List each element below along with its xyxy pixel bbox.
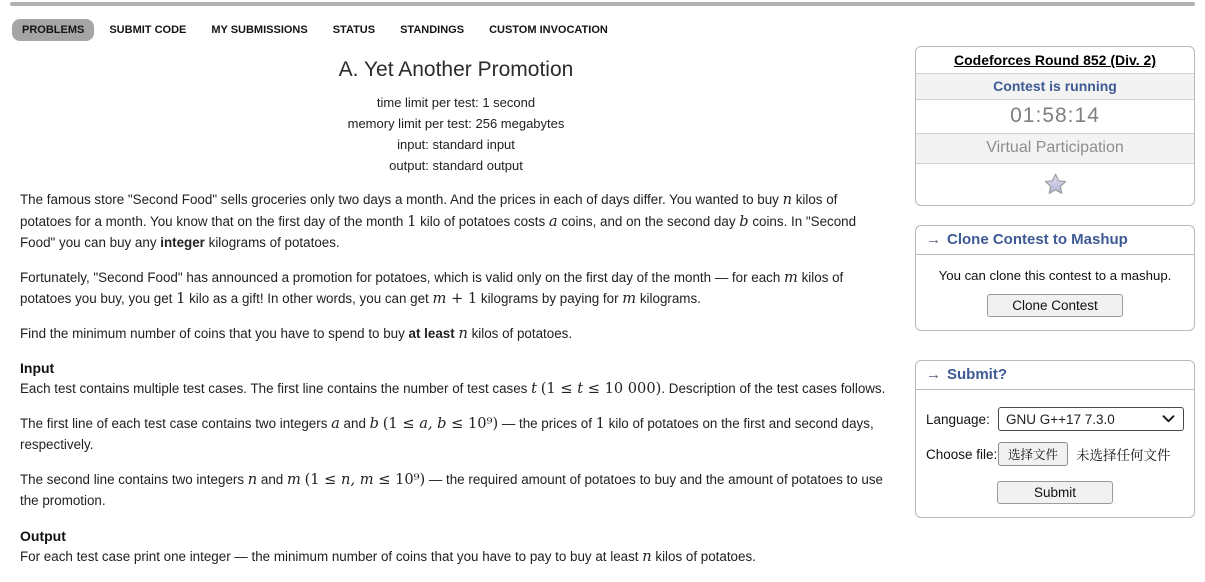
language-selected-value: GNU G++17 7.3.0 [1006, 411, 1115, 427]
math-token: (1 ≤ [382, 414, 420, 432]
math-token: ≤ 10 000) [583, 380, 662, 397]
clone-box-title: Clone Contest to Mashup [947, 231, 1128, 248]
submit-button[interactable]: Submit [997, 481, 1113, 504]
language-label: Language: [926, 411, 990, 427]
input-paragraph [20, 378, 892, 400]
submit-row [926, 481, 1184, 504]
input-spec: input: standard input [397, 137, 515, 152]
output-section-heading: Output [20, 527, 66, 544]
math-token: n, m [341, 470, 374, 488]
contest-status: Contest is running [916, 73, 1194, 99]
text-segment: The first line of each test case contains two integers [20, 415, 332, 431]
text-segment: Each test contains multiple test cases. The first line contains the number of test cases [20, 381, 532, 396]
sidebar [915, 46, 1195, 518]
math-token: m [286, 470, 301, 488]
statement-paragraph [20, 323, 892, 345]
math-token: + 1 [446, 290, 478, 307]
math-token: n [247, 470, 258, 488]
choose-file-button[interactable]: 选择文件 [998, 442, 1068, 466]
math-token: t [531, 380, 537, 397]
tab-submit-code[interactable]: SUBMIT CODE [109, 24, 187, 36]
math-token: ≤ 10⁹) [373, 470, 426, 488]
language-row [926, 407, 1184, 431]
problem-statement [20, 50, 892, 580]
text-segment: coins, and on the second day [557, 213, 740, 229]
text-segment: kilos of potatoes. [467, 325, 573, 341]
math-token: n [642, 547, 652, 565]
math-token: (1 ≤ [540, 380, 578, 397]
contest-link[interactable]: Codeforces Round 852 (Div. 2) [953, 52, 1156, 68]
virtual-participation-label: Virtual Participation [916, 133, 1194, 163]
text-segment: Find the minimum number of coins that you have to spend to buy [20, 325, 409, 341]
arrow-right-icon: → [926, 231, 941, 248]
math-token: b [369, 414, 379, 432]
tab-custom-invocation[interactable]: CUSTOM INVOCATION [489, 24, 608, 36]
submit-box-title: Submit? [947, 366, 1007, 383]
statement-paragraph [20, 189, 892, 254]
submit-form [916, 390, 1194, 517]
text-segment: and [339, 415, 370, 431]
text-segment: . Description of the test cases follows. [661, 381, 886, 396]
clone-box-caption [916, 226, 1194, 255]
math-token: a [548, 212, 558, 230]
text-segment: The famous store "Second Food" sells groceries only two days a month. And the prices in each of days differ. You wanted to buy [20, 192, 783, 207]
choose-file-label: Choose file: [926, 446, 998, 462]
text-segment: coins. In "Second Food" you can buy any [20, 213, 857, 250]
math-token: n [782, 191, 792, 208]
contest-info-box [915, 46, 1195, 206]
clone-box-text: You can clone this contest to a mashup. [938, 268, 1172, 283]
output-paragraph [20, 546, 892, 568]
file-status-text: 未选择任何文件 [1076, 448, 1171, 463]
text-segment: at least [408, 325, 455, 341]
time-limit: time limit per test: 1 second [376, 95, 536, 110]
text-segment: kilos of potatoes you buy, you get [20, 269, 844, 306]
math-token: t [577, 380, 584, 397]
math-token: (1 ≤ [304, 470, 342, 488]
text-segment: kilos of potatoes for a month. You know that on the first day of the month [20, 192, 838, 229]
math-token: a, b [419, 414, 447, 432]
text-segment: integer [160, 235, 205, 250]
text-segment: kilograms. [636, 291, 701, 306]
submit-box [915, 360, 1195, 518]
problem-limits [20, 92, 892, 176]
math-token: ≤ 10⁹) [446, 414, 499, 432]
tab-my-submissions[interactable]: MY SUBMISSIONS [211, 24, 308, 36]
choose-file-row [926, 442, 1184, 466]
math-token: 1 [407, 212, 417, 230]
star-row [916, 163, 1194, 205]
tab-status[interactable]: STATUS [332, 24, 376, 36]
text-segment: Fortunately, "Second Food" has announced a promotion for potatoes, which is valid only on the first day of the month — for each [20, 269, 785, 285]
math-token: m [622, 290, 637, 307]
input-paragraph [20, 413, 892, 456]
text-segment: — the required amount of potatoes to buy and the amount of potatoes to use the promotion. [20, 471, 884, 508]
text-segment: For each test case print one integer — the minimum number of coins that you have to pay to buy at least [20, 548, 643, 564]
clone-contest-box [915, 225, 1195, 331]
math-token: m [432, 290, 447, 307]
text-segment: kilo as a gift! In other words, you can get [185, 291, 433, 306]
language-select[interactable] [998, 407, 1184, 431]
text-segment: kilo of potatoes costs [416, 213, 549, 229]
text-segment: kilos of potatoes. [651, 548, 756, 564]
statement-paragraph [20, 267, 892, 310]
math-token: b [739, 212, 749, 230]
text-segment: kilo of potatoes on the first and second days, respectively. [20, 415, 874, 452]
contest-countdown-timer: 01:58:14 [916, 99, 1194, 133]
text-segment: The second line contains two integers [20, 471, 248, 487]
contest-title-row [916, 47, 1194, 73]
input-paragraph [20, 469, 892, 512]
text-segment: — the prices of [498, 415, 596, 431]
text-segment: kilograms of potatoes. [204, 235, 340, 250]
chevron-down-icon [1162, 415, 1175, 423]
arrow-right-icon: → [926, 366, 941, 383]
math-token: a [331, 414, 340, 432]
text-segment: kilograms by paying for [477, 291, 623, 306]
math-token: m [784, 268, 798, 286]
math-token: 1 [176, 290, 186, 307]
clone-contest-button[interactable]: Clone Contest [987, 294, 1123, 317]
math-token: 1 [595, 414, 605, 432]
star-icon [1042, 171, 1069, 197]
tab-standings[interactable]: STANDINGS [400, 24, 465, 36]
top-divider [10, 2, 1195, 6]
memory-limit: memory limit per test: 256 megabytes [347, 116, 565, 131]
input-section-heading: Input [20, 360, 55, 376]
problem-title: A. Yet Another Promotion [338, 58, 574, 81]
math-token: n [458, 324, 468, 342]
tab-problems[interactable]: PROBLEMS [12, 19, 94, 41]
output-spec: output: standard output [389, 158, 523, 173]
text-segment: and [257, 471, 287, 487]
clone-box-body [916, 255, 1194, 330]
contest-tab-bar [12, 19, 618, 41]
submit-box-caption [916, 361, 1194, 390]
